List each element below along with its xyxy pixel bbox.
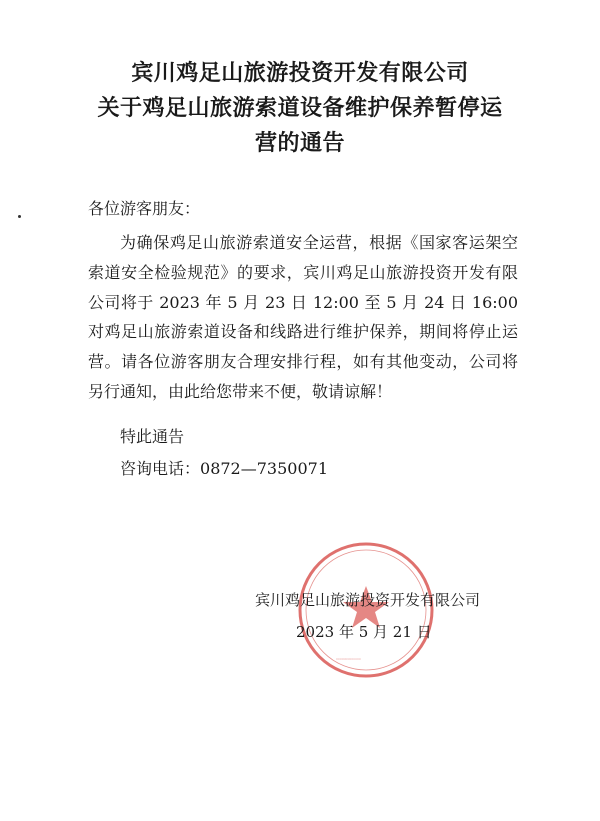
title-line-2: 关于鸡足山旅游索道设备维护保养暂停运 (97, 95, 503, 121)
contact-phone: 0872—7350071 (200, 459, 328, 478)
scan-speck (18, 215, 21, 218)
contact-label: 咨询电话： (120, 459, 201, 478)
contact-line (120, 457, 328, 481)
signature-date: 2023 年 5 月 21 日 (296, 623, 432, 641)
svg-text:0000000000000: 0000000000000 (336, 657, 361, 661)
signature-company: 宾川鸡足山旅游投资开发有限公司 (255, 591, 481, 609)
greeting: 各位游客朋友： (88, 199, 201, 218)
notice-body: 为确保鸡足山旅游索道安全运营，根据《国家客运架空索道安全检验规范》的要求，宾川鸡足山旅游投资开发有限公司将于 2023 年 5 月 23 日 12:00 至 5 月 24 日 16:00 对鸡足山旅游索道设备和线路进行维护保养，期间将停止运营。请各位游客朋友合理安排行程，如有其他变动，公司将另行通知，由此给您带来不便，敬请谅解！ (88, 233, 518, 401)
closing-line: 特此通告 (120, 427, 185, 446)
title-line-3: 营的通告 (254, 130, 345, 156)
title-line-1: 宾川鸡足山旅游投资开发有限公司 (131, 60, 469, 86)
